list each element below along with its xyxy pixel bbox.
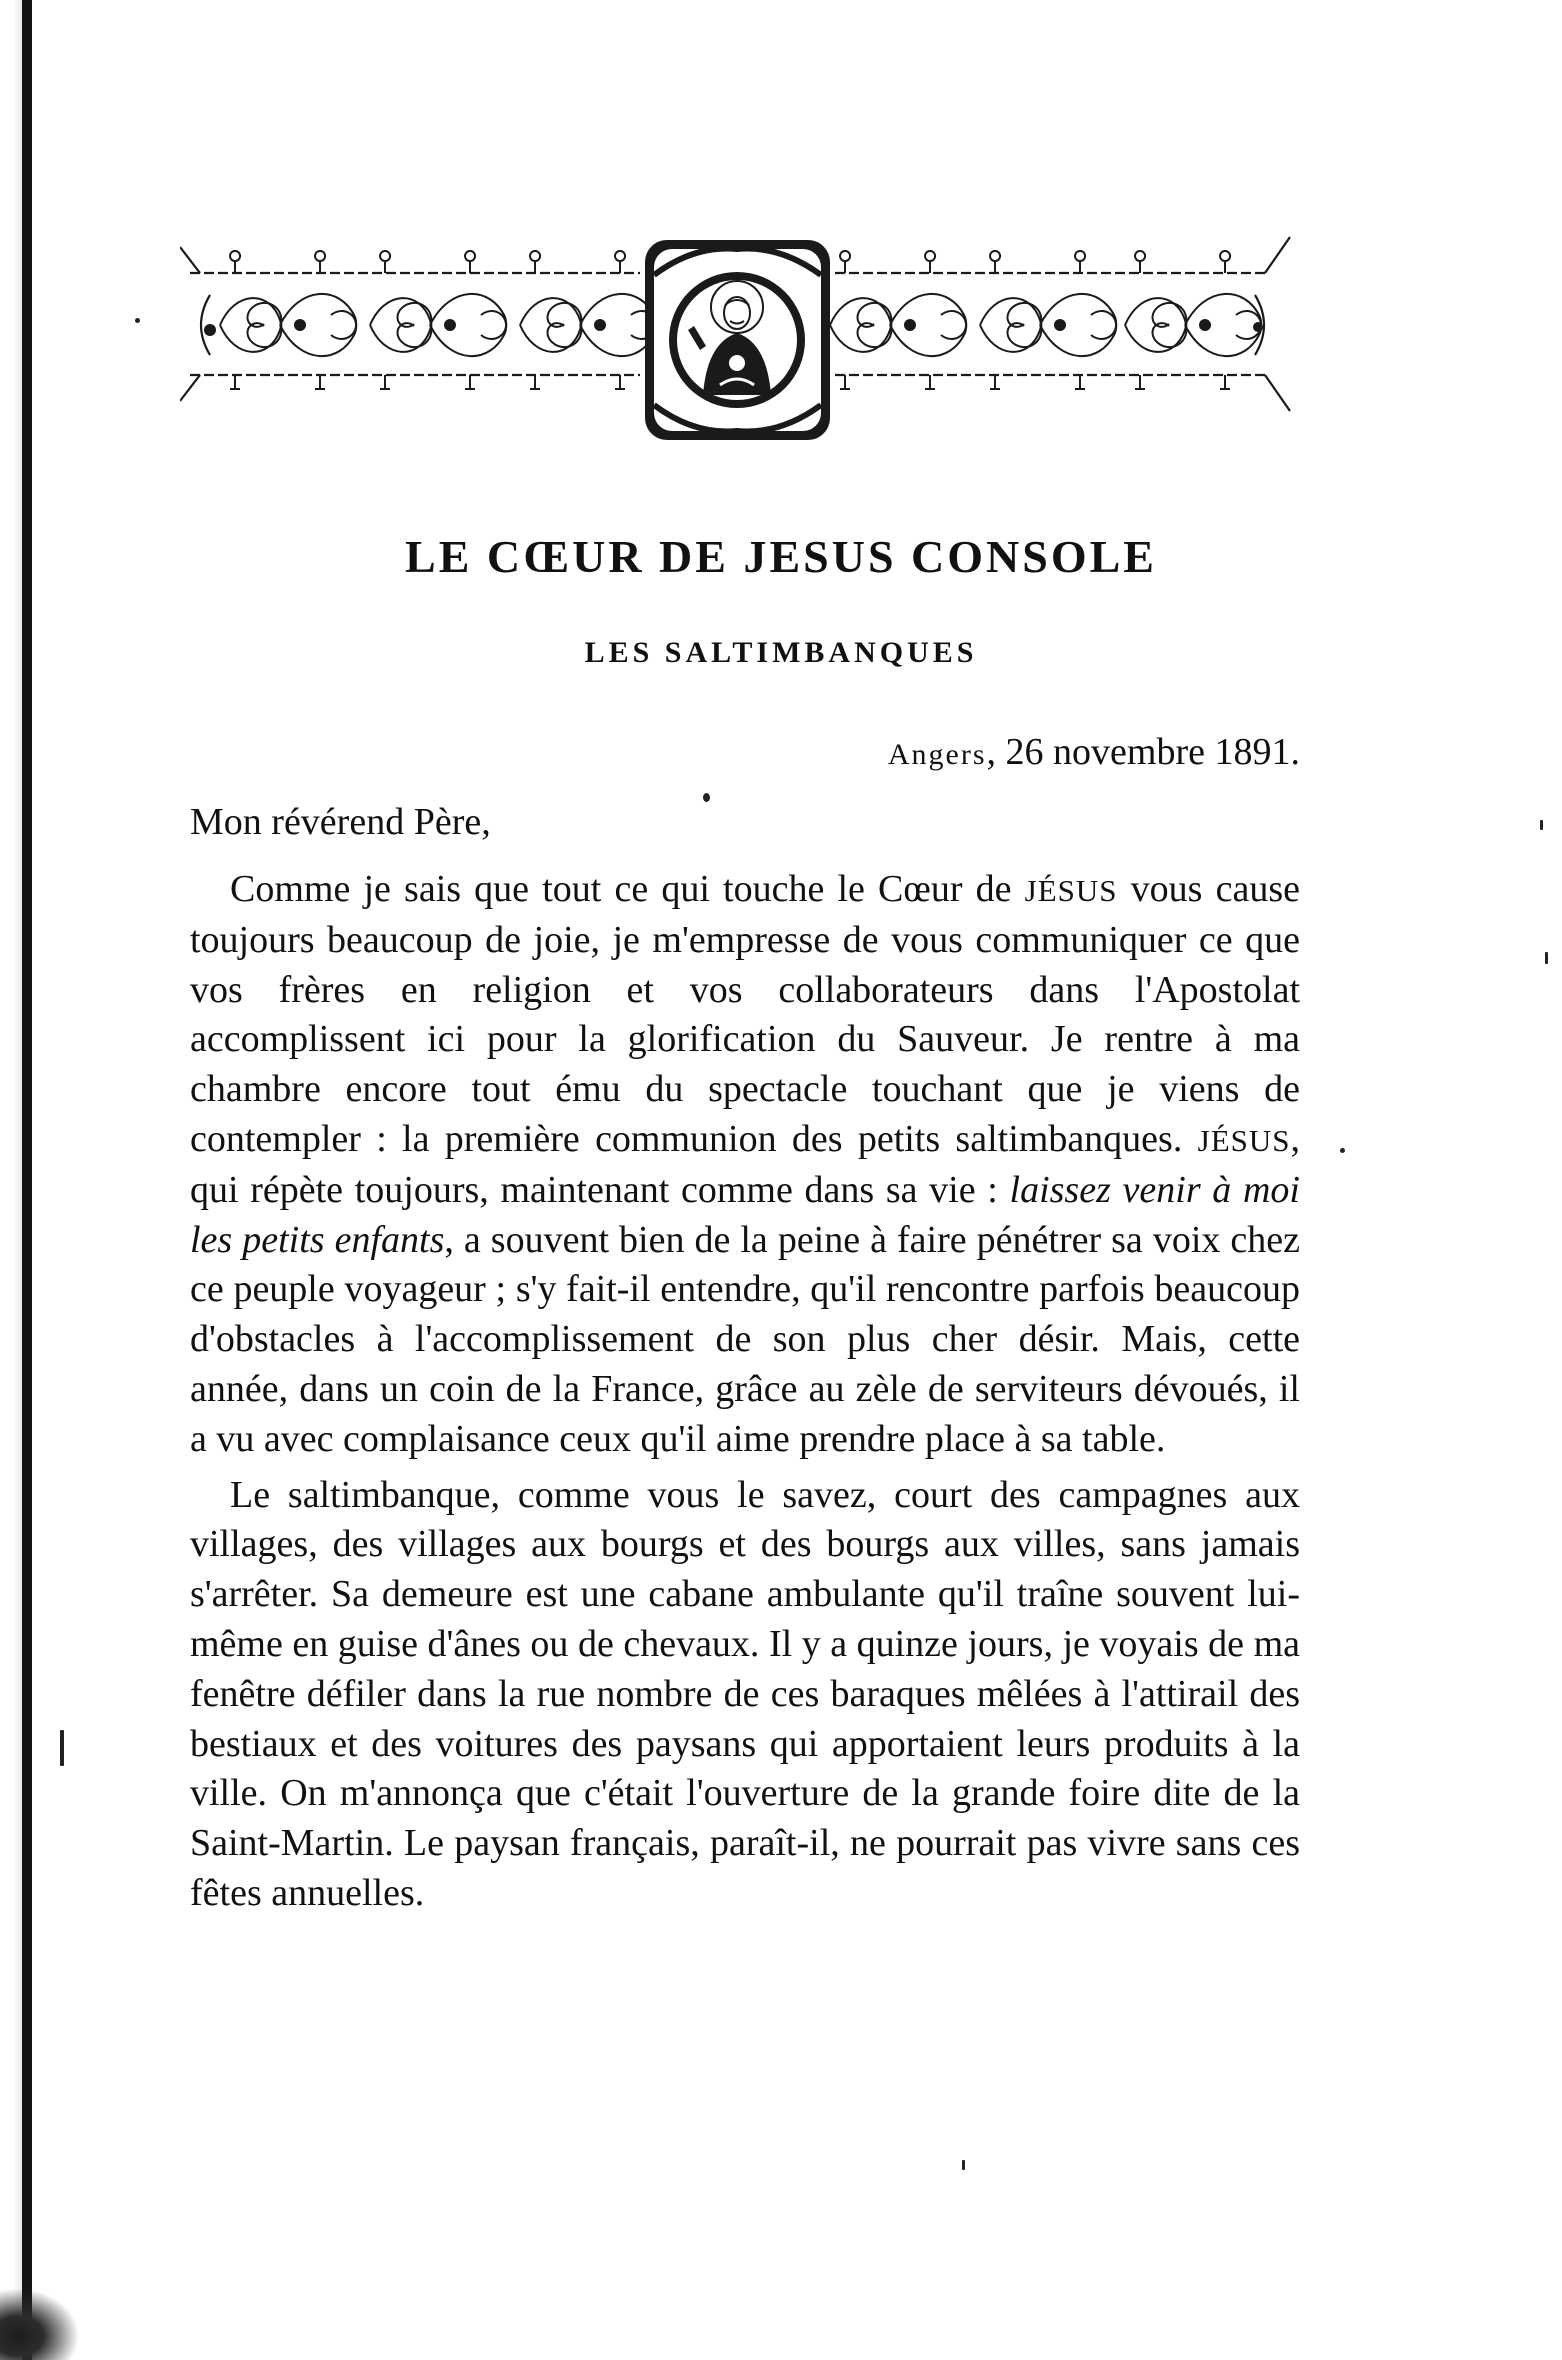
- gospel-quote: laissez venir à moi les petits enfants: [190, 1168, 1300, 1261]
- paragraph-1-part-5: , qui répète toujours, maintenant comme dans sa vie :: [190, 1117, 1300, 1211]
- scan-speck: [1340, 1148, 1345, 1153]
- chapter-title: LE CŒUR DE JESUS CONSOLE: [405, 531, 1157, 582]
- salutation: Mon révérend Père,: [190, 801, 491, 843]
- paragraph-1-part-1: Comme je sais que tout ce qui touche le Cœur de: [230, 868, 1025, 910]
- name-jesus: JÉSUS: [1197, 1122, 1291, 1158]
- page-corner-smudge: [0, 2280, 90, 2360]
- scan-speck: [962, 2160, 965, 2170]
- letter-body: [190, 865, 1300, 1925]
- scan-speck: [60, 1730, 64, 1766]
- scan-speck: [703, 793, 710, 802]
- page-gutter-shadow: [0, 0, 22, 2360]
- scan-speck: [135, 318, 140, 323]
- medallion-frame: [645, 240, 830, 440]
- scan-speck: [1545, 952, 1548, 964]
- page-binding-edge: [22, 0, 32, 2360]
- dateline: [888, 730, 1300, 774]
- dateline-place: Angers: [887, 738, 987, 771]
- chapter-subtitle: LES SALTIMBANQUES: [584, 636, 978, 669]
- paragraph-1-part-3: vous cause toujours beaucoup de joie, je m'empresse de vous communiquer ce que vos frères en religion et vos collaborateurs dans l'Apostolat accomplissent ici pour la glorification du Sauveur. Je rentre à ma chambre encore tout ému du spectacle touchant que je viens de contempler : la première communion des petits saltimbanques.: [190, 868, 1300, 1160]
- dateline-date: , 26 novembre 1891.: [986, 731, 1300, 773]
- paragraph-2: Le saltimbanque, comme vous le savez, court des campagnes aux villages, des villages aux bourgs et des bourgs aux villes, sans jamais s'arrêter. Sa demeure est une cabane ambulante qu'il traîne souvent lui-même en guise d'ânes ou de chevaux. Il y a quinze jours, je voyais de ma fenêtre défiler dans la rue nombre de ces baraques mêlées à l'attirail des bestiaux et des voitures des paysans qui apportaient leurs produits à la ville. On m'annonça que c'était l'ouverture de la grande foire dite de la Saint-Martin. Le paysan français, paraît-il, ne pourrait pas vivre sans ces fêtes annuelles.: [190, 1473, 1300, 1914]
- paragraph-1-part-7: , a souvent bien de la peine à faire pénétrer sa voix chez ce peuple voyageur ; s'y fait-il entendre, qu'il rencontre parfois beaucoup d'obstacles à l'accomplissement de son plus cher désir. Mais, cette année, dans un coin de la France, grâce au zèle de serviteurs dévoués, il a vu avec complaisance ceux qu'il aime prendre place à sa table.: [190, 1218, 1301, 1460]
- paragraph-1: [190, 865, 1300, 1465]
- scan-speck: [1540, 820, 1543, 830]
- header-ornament: [180, 235, 1295, 445]
- name-jesus: JÉSUS: [1024, 873, 1118, 908]
